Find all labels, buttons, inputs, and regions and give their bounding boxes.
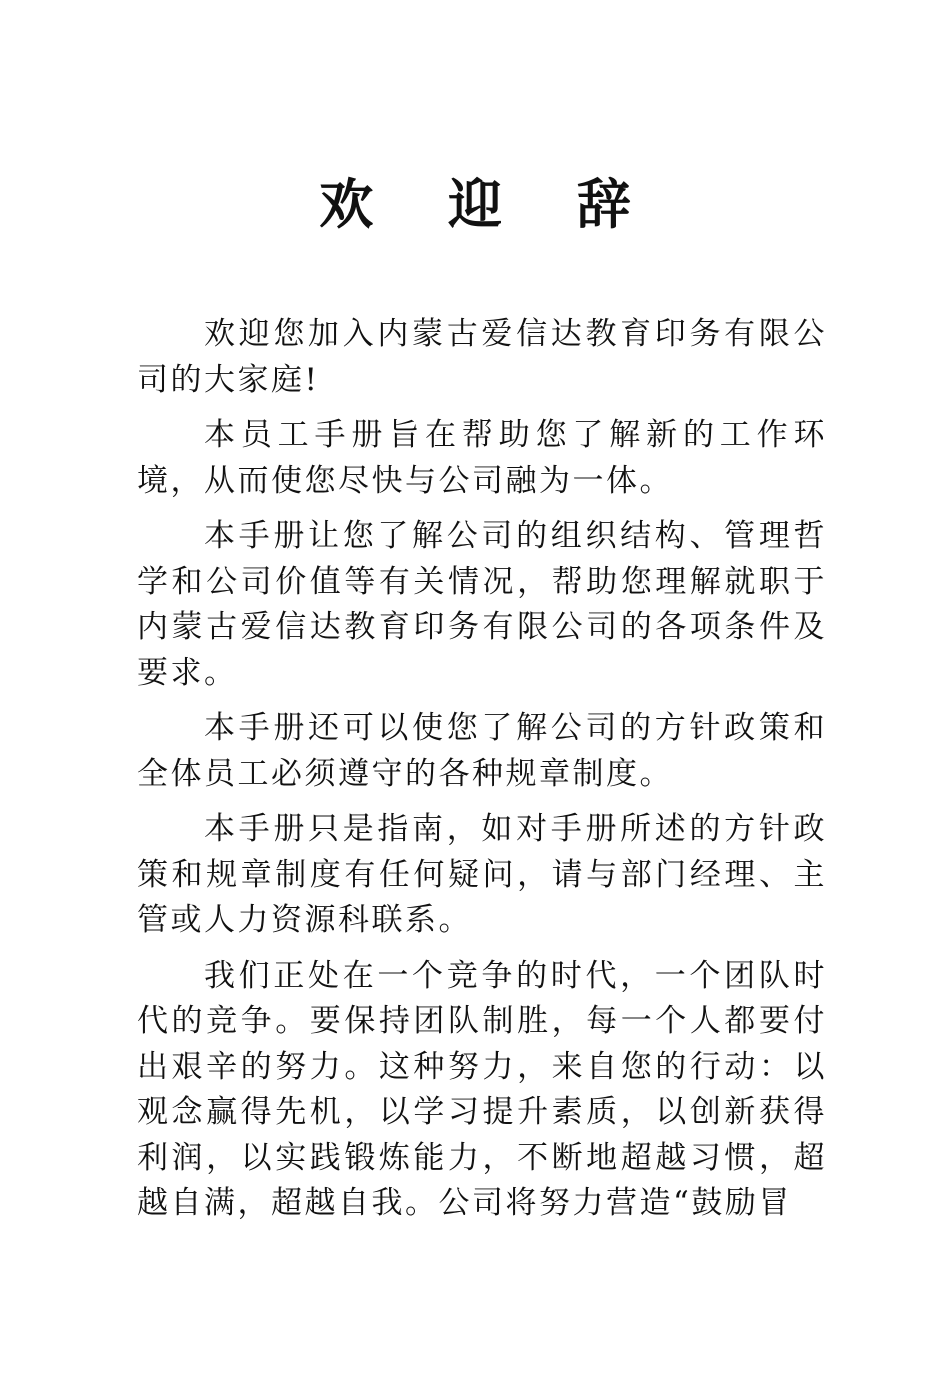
paragraph-handbook-purpose: 本员工手册旨在帮助您了解新的工作环境，从而使您尽快与公司融为一体。	[137, 417, 827, 499]
paragraph-guide-contact: 本手册只是指南，如对手册所述的方针政策和规章制度有任何疑问，请与部门经理、主管或人力资源科联系。	[137, 811, 827, 938]
page-title: 欢 迎 辞	[319, 173, 659, 236]
paragraph-welcome: 欢迎您加入内蒙古爱信达教育印务有限公司的大家庭!	[137, 316, 827, 398]
paragraph-policies: 本手册还可以使您了解公司的方针政策和全体员工必须遵守的各种规章制度。	[137, 710, 827, 792]
paragraph-company-info: 本手册让您了解公司的组织结构、管理哲学和公司价值等有关情况，帮助您理解就职于内蒙古爱信达教育印务有限公司的各项条件及要求。	[137, 518, 827, 691]
paragraph-team-competition: 我们正处在一个竞争的时代，一个团队时代的竞争。要保持团队制胜，每一个人都要付出艰辛的努力。这种努力，来自您的行动：以观念赢得先机，以学习提升素质，以创新获得利润，以实践锻炼能力，不断地超越习惯，超越自满，超越自我。公司将努力营造“鼓励冒	[137, 957, 827, 1221]
document-body	[137, 312, 827, 1237]
